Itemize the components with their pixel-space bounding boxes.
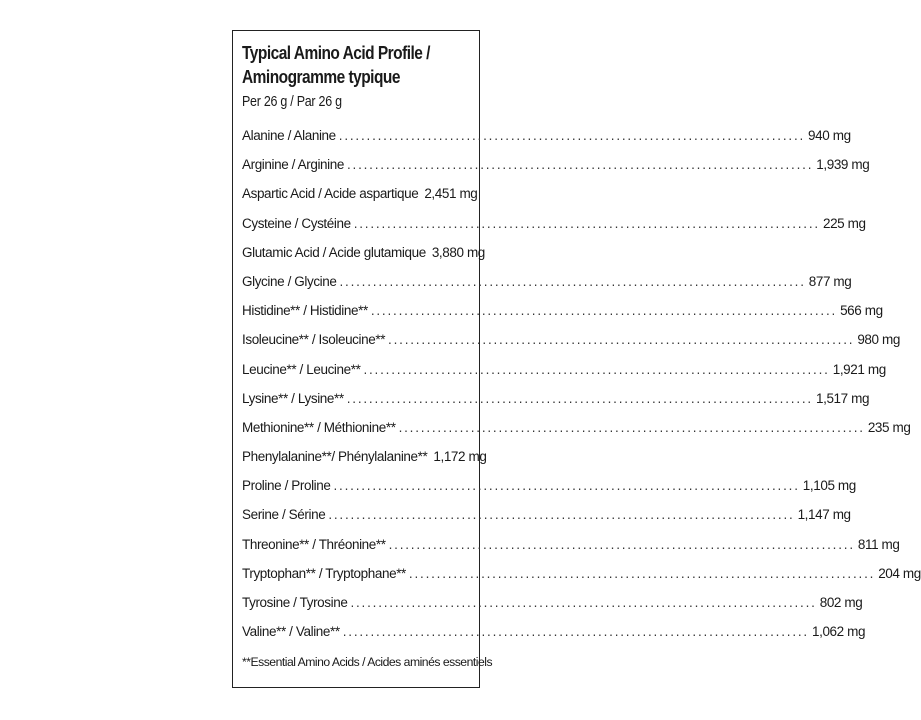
amino-acid-amount: 877 mg: [808, 273, 852, 289]
dot-leader: [347, 391, 813, 406]
amino-acid-amount: 1,062 mg: [811, 624, 866, 640]
amino-acid-name: Histidine** / Histidine**: [242, 303, 368, 319]
dot-leader: [350, 595, 816, 610]
amino-acid-amount: 1,172 mg: [433, 449, 487, 465]
panel-title-line-1: Typical Amino Acid Profile /: [242, 43, 430, 63]
amino-acid-row: [242, 536, 900, 566]
amino-acid-name: Alanine / Alanine: [242, 128, 336, 143]
amino-acid-row: [242, 478, 856, 507]
amino-acid-name: Isoleucine** / Isoleucine**: [242, 332, 386, 348]
amino-acid-name: Serine / Sérine: [242, 507, 326, 523]
amino-acid-row: [242, 128, 851, 157]
amino-acid-name: Arginine / Arginine: [242, 157, 344, 173]
amino-acid-row: [242, 186, 478, 215]
panel-title-line-2: Aminogramme typique: [242, 67, 400, 87]
amino-acid-row: [242, 215, 866, 245]
amino-acid-amount: 802 mg: [819, 595, 863, 610]
amino-acid-amount: 1,939 mg: [816, 157, 870, 173]
dot-leader: [399, 420, 865, 435]
dot-leader: [409, 566, 875, 581]
dot-leader: [328, 507, 794, 522]
amino-acid-list: [242, 128, 921, 653]
amino-acid-name: Tryptophan** / Tryptophane**: [242, 565, 406, 581]
amino-acid-row: [242, 332, 900, 361]
dot-leader: [354, 216, 820, 231]
amino-acid-row: [242, 361, 886, 391]
amino-acid-row: [242, 449, 487, 478]
amino-acid-row: [242, 303, 883, 332]
amino-acid-row: [242, 273, 852, 303]
essential-amino-acids-footnote: **Essential Amino Acids / Acides aminés essentiels: [242, 655, 493, 670]
dot-leader: [339, 274, 805, 289]
serving-size: Per 26 g / Par 26 g: [242, 94, 342, 110]
amino-acid-name: Glycine / Glycine: [242, 273, 337, 289]
dot-leader: [371, 303, 837, 318]
amino-acid-name: Phenylalanine**/ Phénylalanine**: [242, 449, 428, 465]
amino-acid-name: Valine** / Valine**: [242, 624, 340, 640]
dot-leader: [343, 624, 809, 639]
dot-leader: [363, 362, 829, 377]
amino-acid-row: [242, 157, 870, 186]
amino-acid-name: Cysteine / Cystéine: [242, 215, 351, 231]
amino-acid-row: [242, 565, 921, 595]
amino-acid-name: Aspartic Acid / Acide aspartique: [242, 186, 419, 202]
amino-acid-amount: 3,880 mg: [431, 244, 485, 260]
amino-acid-name: Tyrosine / Tyrosine: [242, 595, 348, 610]
dot-leader: [334, 478, 800, 493]
amino-acid-name: Methionine** / Méthionine**: [242, 419, 396, 435]
amino-acid-amount: 1,105 mg: [802, 478, 856, 494]
amino-acid-amount: 811 mg: [857, 536, 900, 552]
amino-acid-row: [242, 244, 485, 274]
amino-acid-amount: 204 mg: [878, 565, 921, 581]
amino-acid-row: [242, 419, 911, 449]
amino-acid-amount: 1,147 mg: [797, 507, 851, 523]
amino-acid-row: [242, 624, 866, 653]
amino-acid-amount: 2,451 mg: [424, 186, 478, 202]
amino-acid-amount: 235 mg: [867, 419, 911, 435]
dot-leader: [339, 128, 805, 143]
dot-leader: [347, 157, 813, 172]
amino-acid-row: [242, 507, 851, 536]
amino-acid-amount: 566 mg: [840, 303, 883, 319]
amino-acid-name: Threonine** / Thréonine**: [242, 536, 386, 552]
amino-acid-amount: 225 mg: [822, 215, 866, 231]
amino-acid-amount: 1,921 mg: [832, 361, 886, 377]
dot-leader: [388, 332, 854, 347]
amino-acid-row: [242, 595, 863, 624]
amino-acid-profile-panel: [232, 30, 921, 688]
amino-acid-amount: 980 mg: [857, 332, 900, 348]
amino-acid-amount: 1,517 mg: [815, 390, 870, 406]
dot-leader: [389, 537, 855, 552]
amino-acid-amount: 940 mg: [808, 128, 851, 143]
amino-acid-name: Lysine** / Lysine**: [242, 390, 344, 406]
amino-acid-name: Leucine** / Leucine**: [242, 361, 361, 377]
amino-acid-name: Proline / Proline: [242, 478, 331, 494]
amino-acid-row: [242, 390, 870, 420]
amino-acid-name: Glutamic Acid / Acide glutamique: [242, 244, 426, 260]
